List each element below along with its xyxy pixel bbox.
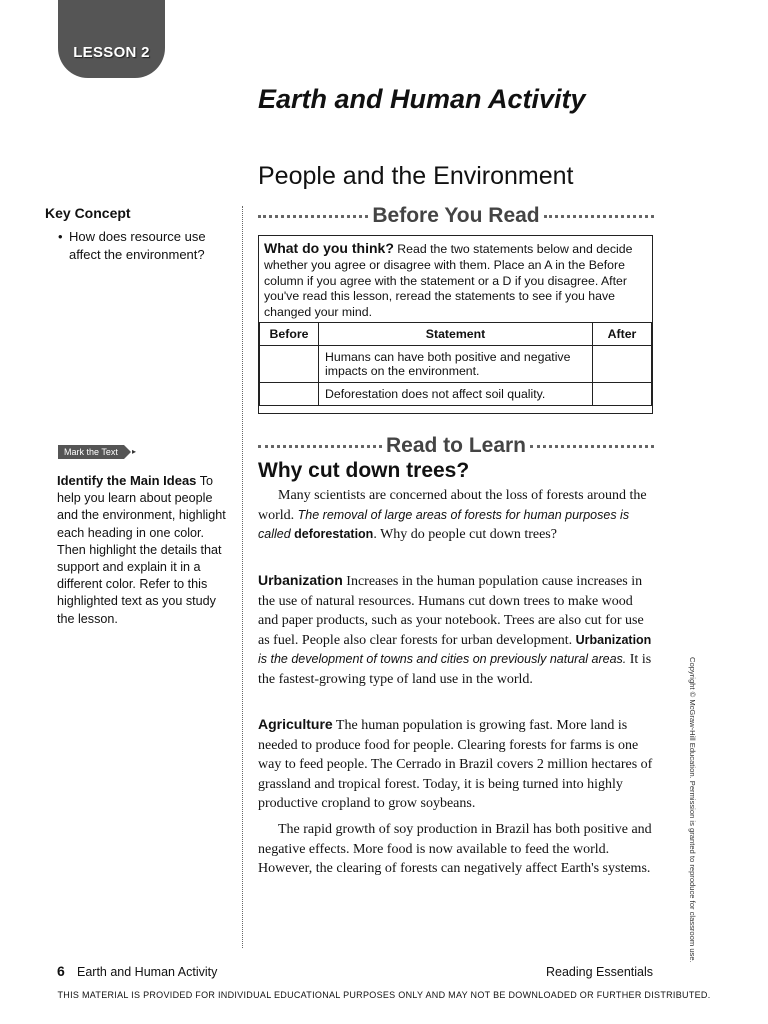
lesson-tab [58, 0, 165, 78]
column-divider [242, 206, 243, 948]
statement-table [259, 322, 652, 406]
footer-book-title: Reading Essentials [546, 965, 654, 979]
key-concept-item: • How does resource use affect the environment? [58, 229, 206, 262]
paragraph-intro: Many scientists are concerned about the loss of forests around the world. The removal of large areas of forests for human purposes is called deforestation. Why do people cut down trees? [258, 488, 647, 543]
read-to-learn-heading: Read to Learn [258, 433, 654, 459]
main-ideas-tip: Identify the Main Ideas To help you learn about people and the environment, highlight each heading in one color. Then highlight the details that support and explain it in a different color. Refer to this highlighted text as you study the lesson. [57, 473, 226, 626]
before-you-read-heading: Before You Read [258, 203, 654, 229]
footer-title: Earth and Human Activity [77, 965, 218, 979]
section-subheading: Why cut down trees? [258, 459, 470, 482]
table-row [260, 383, 652, 406]
copyright-note: Copyright © McGraw-Hill Education. Permission is granted to reproduce for classroom use. [688, 657, 697, 963]
mark-the-text-tag: Mark the Text [58, 445, 124, 459]
distribution-disclaimer: THIS MATERIAL IS PROVIDED FOR INDIVIDUAL EDUCATIONAL PURPOSES ONLY AND MAY NOT BE DOWNLOADED OR FURTHER DISTRIBUTED. [57, 990, 711, 1000]
table-header-row [260, 323, 652, 346]
paragraph-soy: The rapid growth of soy production in Brazil has both positive and negative effects. More food is now available to feed the world. However, the clearing of forests can negatively affect Earth's systems. [258, 822, 652, 877]
anticipation-prompt: What do you think? Read the two statements below and decide whether you agree or disagree with them. Place an A in the Before column if you agree with the statement or a D if you disagree. After you've read this lesson, reread the statements to see if you have changed your mind. [264, 240, 633, 320]
key-concept-label: Key Concept [45, 205, 131, 221]
after-cell[interactable] [593, 383, 652, 406]
header-after: After [593, 323, 652, 346]
anticipation-box [258, 235, 653, 414]
lesson-tab-label: LESSON 2 [73, 44, 150, 61]
before-cell[interactable] [260, 346, 319, 383]
statement-cell: Humans can have both positive and negative impacts on the environment. [319, 346, 593, 383]
after-cell[interactable] [593, 346, 652, 383]
paragraph-agriculture: Agriculture The human population is growing fast. More land is needed to produce food for people. Clearing forests for farms is one way to feed people. The Cerrado in Brazil covers 2 million hectares of grassland and tropical forest. Today, it is being turned into highly productive cropland to grow soybeans. [258, 716, 653, 812]
bullet-icon: • [58, 229, 63, 244]
page-title: People and the Environment [258, 162, 574, 190]
statement-cell: Deforestation does not affect soil quality. [319, 383, 593, 406]
page-number: 6 [57, 963, 65, 979]
table-row [260, 346, 652, 383]
header-before: Before [260, 323, 319, 346]
paragraph-urbanization: Urbanization Increases in the human population cause increases in the use of natural resources. Humans cut down trees to make wood and paper products, such as your notebook. Trees are also cut for use as fuel. People also clear forests for urban development. Urbanization is the development of towns and cities on previously natural areas. It is the fastest-growing type of land use in the world. [258, 572, 652, 687]
before-cell[interactable] [260, 383, 319, 406]
header-statement: Statement [319, 323, 593, 346]
lesson-title: Earth and Human Activity [258, 84, 586, 114]
pencil-tip-icon: ▸ [132, 447, 137, 456]
